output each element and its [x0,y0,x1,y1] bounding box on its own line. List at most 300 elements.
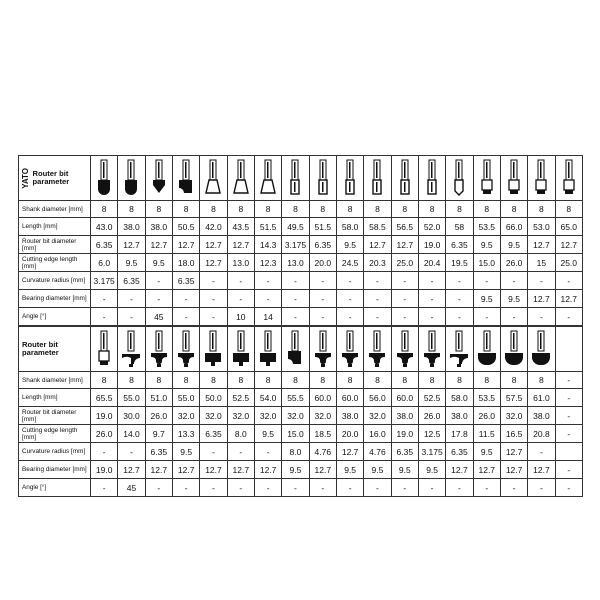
value-cell: 8 [254,201,281,218]
value-cell: 9.5 [282,461,309,479]
value-cell: 8 [500,201,527,218]
value-cell: 8 [227,201,254,218]
param-row-length [19,218,583,236]
param-row-bit-diameter [19,236,583,254]
value-cell: - [446,272,473,290]
value-cell: - [172,290,199,308]
straight-icon [391,156,418,201]
value-cell: 56.5 [391,218,418,236]
value-cell: 17.8 [446,425,473,443]
value-cell: 32.0 [254,407,281,425]
value-cell: 32.0 [364,407,391,425]
value-cell: - [200,479,227,497]
straight-icon [336,156,363,201]
core-box-icon [118,156,145,201]
value-cell: - [309,479,336,497]
value-cell: 15.0 [282,425,309,443]
core-box-icon [91,156,118,201]
value-cell: 12.7 [555,290,582,308]
value-cell: 53.5 [473,218,500,236]
straight-icon [282,156,309,201]
value-cell: - [418,290,445,308]
value-cell: - [528,479,555,497]
rabbet-icon [254,327,281,372]
value-cell: 11.5 [473,425,500,443]
value-cell: 25.0 [555,254,582,272]
value-cell: 3.175 [418,443,445,461]
cove-icon [118,327,145,372]
value-cell: - [282,290,309,308]
value-cell: - [200,290,227,308]
value-cell: 52.5 [227,389,254,407]
value-cell: 13.3 [172,425,199,443]
value-cell: 43.0 [91,218,118,236]
value-cell: 9.5 [172,443,199,461]
value-cell: 20.0 [309,254,336,272]
value-cell: 50.5 [172,218,199,236]
value-cell: - [118,443,145,461]
value-cell: - [227,272,254,290]
chamfer-icon [446,156,473,201]
value-cell: 12.7 [254,461,281,479]
router-bit-sheet [18,155,582,497]
param-row-angle [19,308,583,326]
value-cell: 8 [418,201,445,218]
value-cell: - [118,290,145,308]
value-cell: 32.0 [227,407,254,425]
value-cell: 8 [364,201,391,218]
value-cell: - [309,272,336,290]
value-cell: 38.0 [118,218,145,236]
value-cell: 12.7 [528,236,555,254]
value-cell: - [145,479,172,497]
value-cell: 9.5 [364,461,391,479]
value-cell: 45 [118,479,145,497]
value-cell: 9.5 [500,236,527,254]
value-cell: - [500,272,527,290]
value-cell: - [254,272,281,290]
value-cell: 12.7 [500,461,527,479]
value-cell: - [282,308,309,326]
value-cell: - [555,389,582,407]
value-cell: - [473,308,500,326]
value-cell: 8 [91,372,118,389]
dovetail-icon [200,156,227,201]
value-cell: 8 [227,372,254,389]
value-cell: 20.8 [528,425,555,443]
value-cell: - [336,479,363,497]
value-cell: 8 [145,201,172,218]
value-cell: 8 [200,372,227,389]
row-label: Length [mm] [19,218,91,236]
row-label: Router bit diameter [mm] [19,236,91,254]
flush-trim-icon [500,156,527,201]
value-cell: - [528,272,555,290]
value-cell: 50.0 [200,389,227,407]
value-cell: 8 [118,372,145,389]
value-cell: 6.35 [200,425,227,443]
value-cell: - [91,308,118,326]
value-cell: - [391,290,418,308]
value-cell: 8 [500,372,527,389]
value-cell: - [200,272,227,290]
value-cell: 19.0 [391,425,418,443]
value-cell: 6.35 [446,443,473,461]
value-cell: - [528,308,555,326]
value-cell: 52.5 [418,389,445,407]
row-label: Bearing diameter [mm] [19,461,91,479]
value-cell: - [200,443,227,461]
row-label: Router bit diameter [mm] [19,407,91,425]
value-cell: 8 [528,372,555,389]
bead-icon [500,327,527,372]
value-cell: - [364,272,391,290]
value-cell: - [364,290,391,308]
value-cell: - [500,479,527,497]
value-cell: 53.5 [473,389,500,407]
value-cell: 9.5 [254,425,281,443]
value-cell: - [200,308,227,326]
value-cell: 32.0 [309,407,336,425]
param-row-curvature [19,443,583,461]
value-cell: - [473,479,500,497]
value-cell: 6.35 [309,236,336,254]
router-bit-table-1 [18,155,583,326]
value-cell: 56.0 [364,389,391,407]
ogee-icon [145,327,172,372]
value-cell: 18.5 [309,425,336,443]
row-label: Curvature radius [mm] [19,272,91,290]
bead-icon [473,327,500,372]
value-cell: 12.7 [200,236,227,254]
value-cell: - [555,308,582,326]
value-cell: 10 [227,308,254,326]
value-cell: - [391,479,418,497]
value-cell: 12.7 [227,461,254,479]
value-cell: 8 [446,201,473,218]
value-cell: 9.5 [418,461,445,479]
value-cell: 26.0 [418,407,445,425]
rabbet-icon [200,327,227,372]
value-cell: 65.5 [91,389,118,407]
value-cell: 12.7 [446,461,473,479]
value-cell: 6.35 [91,236,118,254]
value-cell: 6.0 [91,254,118,272]
value-cell: - [364,479,391,497]
value-cell: 9.5 [473,236,500,254]
cove-icon [446,327,473,372]
round-over-icon [172,156,199,201]
row-label: Shank diameter [mm] [19,372,91,389]
value-cell: - [172,308,199,326]
value-cell: 15 [528,254,555,272]
value-cell: 49.5 [282,218,309,236]
value-cell: 8 [91,201,118,218]
value-cell: - [500,308,527,326]
row-label: Angle [°] [19,308,91,326]
value-cell: 3.175 [91,272,118,290]
value-cell: 13.0 [227,254,254,272]
value-cell: 8 [364,372,391,389]
value-cell: 60.0 [309,389,336,407]
value-cell: 57.5 [500,389,527,407]
param-row-cutting [19,254,583,272]
value-cell: 8 [118,201,145,218]
value-cell: 8 [254,372,281,389]
value-cell: 19.0 [418,236,445,254]
bit-image-row [19,327,583,372]
value-cell: - [364,308,391,326]
value-cell: 38.0 [528,407,555,425]
value-cell: 61.0 [528,389,555,407]
ogee-icon [364,327,391,372]
param-row-bearing [19,461,583,479]
value-cell: 9.5 [500,290,527,308]
value-cell: 9.5 [391,461,418,479]
value-cell: - [418,272,445,290]
value-cell: - [91,443,118,461]
value-cell: - [118,308,145,326]
value-cell: - [446,479,473,497]
param-row-length [19,389,583,407]
bit-image-row [19,156,583,201]
value-cell: - [91,290,118,308]
value-cell: 12.7 [200,254,227,272]
row-label: Bearing diameter [mm] [19,290,91,308]
value-cell: 25.0 [391,254,418,272]
value-cell: 20.0 [336,425,363,443]
header-title: Router bit parameter [22,339,59,357]
value-cell: 8 [446,372,473,389]
value-cell: 6.35 [145,443,172,461]
value-cell: 12.7 [118,236,145,254]
value-cell: 9.5 [145,254,172,272]
value-cell: 58.0 [446,389,473,407]
value-cell: 8 [172,372,199,389]
value-cell: 8 [336,201,363,218]
param-row-bit-diameter [19,407,583,425]
value-cell: 12.7 [145,461,172,479]
value-cell: 12.7 [118,461,145,479]
value-cell: - [227,290,254,308]
value-cell: 6.35 [391,443,418,461]
value-cell: 32.0 [282,407,309,425]
value-cell: 8.0 [227,425,254,443]
ogee-icon [309,327,336,372]
brand-logo: YATO [21,167,30,189]
row-label: Curvature radius [mm] [19,443,91,461]
value-cell: - [227,479,254,497]
param-row-bearing [19,290,583,308]
value-cell: 8 [528,201,555,218]
straight-icon [364,156,391,201]
value-cell: - [555,461,582,479]
value-cell: 8 [309,372,336,389]
v-groove-icon [145,156,172,201]
value-cell: 60.0 [336,389,363,407]
value-cell: 12.7 [145,236,172,254]
value-cell: 32.0 [200,407,227,425]
value-cell: - [336,308,363,326]
value-cell: 26.0 [500,254,527,272]
value-cell: - [391,272,418,290]
value-cell: 32.0 [500,407,527,425]
value-cell: 66.0 [500,218,527,236]
straight-icon [418,156,445,201]
param-row-shank [19,201,583,218]
ogee-icon [391,327,418,372]
value-cell: 14.3 [254,236,281,254]
value-cell: 12.7 [200,461,227,479]
flush-trim-icon [473,156,500,201]
value-cell: 26.0 [145,407,172,425]
value-cell: 4.76 [364,443,391,461]
value-cell: 8 [145,372,172,389]
value-cell: - [336,290,363,308]
value-cell: - [555,372,582,389]
value-cell: 12.7 [528,461,555,479]
round-over-icon [282,327,309,372]
value-cell: - [446,308,473,326]
value-cell: 8 [200,201,227,218]
value-cell: 26.0 [473,407,500,425]
row-label: Angle [°] [19,479,91,497]
dovetail-icon [254,156,281,201]
param-row-angle [19,479,583,497]
value-cell: 58.5 [364,218,391,236]
value-cell: 8 [418,372,445,389]
value-cell: - [172,479,199,497]
straight-icon [309,156,336,201]
value-cell: - [391,308,418,326]
value-cell: 9.5 [473,443,500,461]
value-cell: 8 [336,372,363,389]
value-cell: 53.0 [528,218,555,236]
value-cell: 8 [172,201,199,218]
value-cell: 55.5 [282,389,309,407]
value-cell: - [309,290,336,308]
value-cell: 51.5 [254,218,281,236]
value-cell: 8 [282,201,309,218]
value-cell: - [145,290,172,308]
flush-trim-icon [91,327,118,372]
value-cell: 8 [391,372,418,389]
ogee-icon [172,327,199,372]
value-cell: 55.0 [172,389,199,407]
value-cell: 45 [145,308,172,326]
bead-icon [528,327,555,372]
value-cell: 30.0 [118,407,145,425]
value-cell: 65.0 [555,218,582,236]
param-row-curvature [19,272,583,290]
value-cell: 58.0 [336,218,363,236]
value-cell: 20.3 [364,254,391,272]
value-cell: - [555,479,582,497]
value-cell: 8 [309,201,336,218]
value-cell: - [418,308,445,326]
value-cell: 13.0 [282,254,309,272]
value-cell: 12.7 [336,443,363,461]
value-cell: 42.0 [200,218,227,236]
row-label: Cutting edge length [mm] [19,425,91,443]
value-cell: - [254,290,281,308]
header-title-cell [19,156,91,201]
value-cell: 14 [254,308,281,326]
value-cell: - [254,443,281,461]
value-cell: 12.7 [473,461,500,479]
value-cell [555,443,582,461]
value-cell: 12.3 [254,254,281,272]
value-cell: 19.0 [91,407,118,425]
value-cell: 38.0 [336,407,363,425]
value-cell: - [528,443,555,461]
value-cell: 32.0 [172,407,199,425]
value-cell: - [555,425,582,443]
value-cell: 12.7 [227,236,254,254]
flush-trim-icon [528,156,555,201]
value-cell: 26.0 [91,425,118,443]
value-cell: 8 [391,201,418,218]
rabbet-icon [227,327,254,372]
value-cell: 20.4 [418,254,445,272]
value-cell: 8 [555,201,582,218]
value-cell: - [282,272,309,290]
value-cell: 9.5 [336,461,363,479]
row-label: Length [mm] [19,389,91,407]
value-cell: 9.5 [118,254,145,272]
value-cell: 60.0 [391,389,418,407]
value-cell: - [418,479,445,497]
value-cell: - [555,407,582,425]
value-cell: 54.0 [254,389,281,407]
value-cell: 43.5 [227,218,254,236]
value-cell: 12.7 [172,461,199,479]
value-cell: 9.7 [145,425,172,443]
value-cell: 8 [473,372,500,389]
value-cell: 58 [446,218,473,236]
value-cell: 19.5 [446,254,473,272]
value-cell: 16.0 [364,425,391,443]
empty-image-cell [555,327,582,372]
value-cell: 12.7 [364,236,391,254]
router-bit-table-2 [18,326,583,497]
value-cell: 38.0 [391,407,418,425]
value-cell: 55.0 [118,389,145,407]
dovetail-icon [227,156,254,201]
value-cell: 12.7 [391,236,418,254]
param-row-shank [19,372,583,389]
value-cell: 12.5 [418,425,445,443]
value-cell: 3.175 [282,236,309,254]
value-cell: 51.0 [145,389,172,407]
value-cell: 12.7 [555,236,582,254]
value-cell: - [227,443,254,461]
value-cell: 38.0 [446,407,473,425]
value-cell: 12.7 [528,290,555,308]
value-cell: 9.5 [473,290,500,308]
value-cell: 19.0 [91,461,118,479]
value-cell: - [282,479,309,497]
value-cell: 16.5 [500,425,527,443]
value-cell: 12.7 [500,443,527,461]
value-cell: 8 [282,372,309,389]
value-cell: 8.0 [282,443,309,461]
value-cell: 51.5 [309,218,336,236]
flush-trim-icon [555,156,582,201]
header-title-cell [19,327,91,372]
value-cell: - [309,308,336,326]
param-row-cutting [19,425,583,443]
